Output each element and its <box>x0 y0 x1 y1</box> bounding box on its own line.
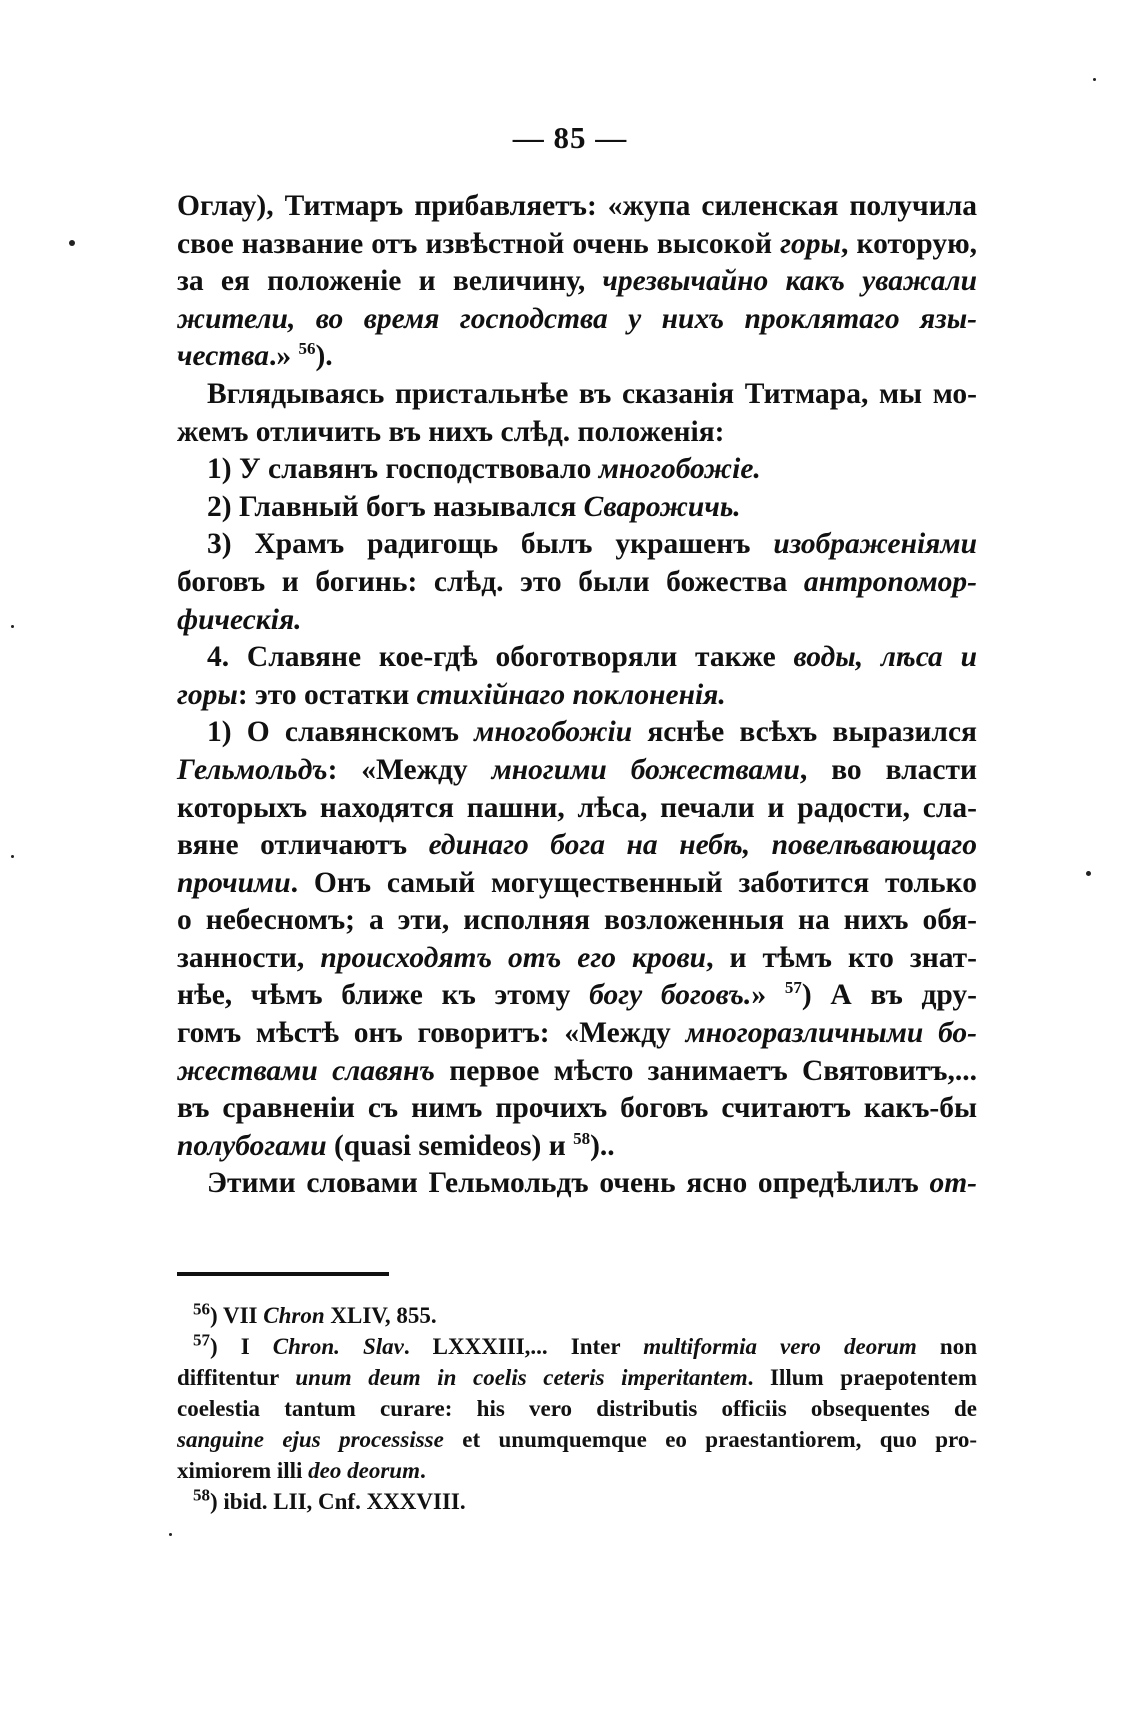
footnote-line: ximiorem illi deo deorum. <box>177 1458 426 1483</box>
page-number: — 85 — <box>512 120 628 155</box>
text-line: которыхъ находятся пашни, лѣса, печали и радости, сла- <box>177 791 977 824</box>
text-line: за ея положеніе и величину, чрезвычайно какъ уважали <box>177 265 977 298</box>
text-line: 3) Храмъ радигощь былъ украшенъ изображеніями <box>207 528 977 561</box>
text-line: жители, во время господства у нихъ проклятаго язы- <box>177 302 977 335</box>
text-line: боговъ и богинь: слѣд. это были божества антропомор- <box>177 565 977 598</box>
text-line: 4. Славяне кое-гдѣ обоготворяли также воды, лѣса и <box>207 641 977 674</box>
scan-speck <box>11 855 14 858</box>
footnote-line: diffitentur unum deum in coelis ceteris imperitantem. Illum praepotentem <box>177 1365 977 1390</box>
footnote: $^{56}$) VII Chron XLIV, 855. <box>193 1299 437 1328</box>
footnote-ref: 56 <box>298 339 316 359</box>
footnote-line: sanguine ejus processisse et unumquemque eo praestantiorem, quo pro- <box>177 1427 977 1452</box>
footnote-line: coelestia tantum curare: his vero distributis officiis obsequentes de <box>177 1396 977 1421</box>
text-line: гомъ мѣстѣ онъ говоритъ: «Между многоразличными бо- <box>177 1017 978 1050</box>
text-line: чества.» $^{56}$). <box>177 339 333 373</box>
text-line: фическія. <box>177 603 302 636</box>
text-line: въ сравненіи съ нимъ прочихъ боговъ считаютъ какъ-бы <box>177 1092 977 1125</box>
text-line: Гельмольдъ: «Между многими божествами, во власти <box>177 753 978 786</box>
text-line: 1) У славянъ господствовало многобожіе. <box>207 453 761 486</box>
text-line: полубогами (quasi semideos) и $^{58}$).. <box>177 1129 615 1162</box>
scan-speck <box>69 240 75 246</box>
footnote-divider <box>177 1272 389 1276</box>
text-line: прочими. Онъ самый могущественный заботится только <box>177 866 977 899</box>
text-line: нѣе, чѣмъ ближе къ этому богу боговъ.» $^{57}$) А въ дру- <box>177 978 977 1012</box>
footnote-ref: 57 <box>784 978 802 998</box>
footnote-ref: 58 <box>573 1129 591 1149</box>
footnote: $^{57}$) I Chron. Slav. LXXXIII,... Inter multiformia vero deorum non <box>193 1330 977 1359</box>
text-line: о небесномъ; а эти, исполняя возложенныя на нихъ обя- <box>177 904 977 937</box>
scan-speck <box>11 625 14 628</box>
text-line: 2) Главный богъ назывался Сварожичь. <box>207 490 741 523</box>
text-line: вяне отличаютъ единаго бога на небѣ, повелѣвающаго <box>177 829 977 862</box>
text-line: свое название отъ извѣстной очень высокой горы, которую, <box>177 227 977 260</box>
text-line: Этими словами Гельмольдъ очень ясно опредѣлилъ от- <box>207 1167 977 1200</box>
scan-speck <box>1093 78 1096 81</box>
text-line: жествами славянъ первое мѣсто занимаетъ Святовитъ,... <box>177 1054 977 1087</box>
body-text <box>177 188 977 1203</box>
text-line: 1) О славянскомъ многобожіи яснѣе всѣхъ выразился <box>207 716 977 749</box>
scan-speck <box>1086 871 1091 876</box>
text-line: Оглау), Титмаръ прибавляетъ: «жупа силенская получила <box>177 190 977 222</box>
text-line: жемъ отличить въ нихъ слѣд. положенія: <box>177 415 725 448</box>
scan-speck <box>169 1533 172 1536</box>
footnote: $^{58}$) ibid. LII, Cnf. XXXVIII. <box>193 1485 466 1514</box>
text-line: Вглядываясь пристальнѣе въ сказанія Титмара, мы мо- <box>207 377 977 410</box>
footnotes <box>177 1300 977 1517</box>
text-line: занности, происходятъ отъ его крови, и тѣмъ кто знат- <box>177 941 977 974</box>
text-line: горы: это остатки стихійнаго поклоненія. <box>177 678 726 711</box>
